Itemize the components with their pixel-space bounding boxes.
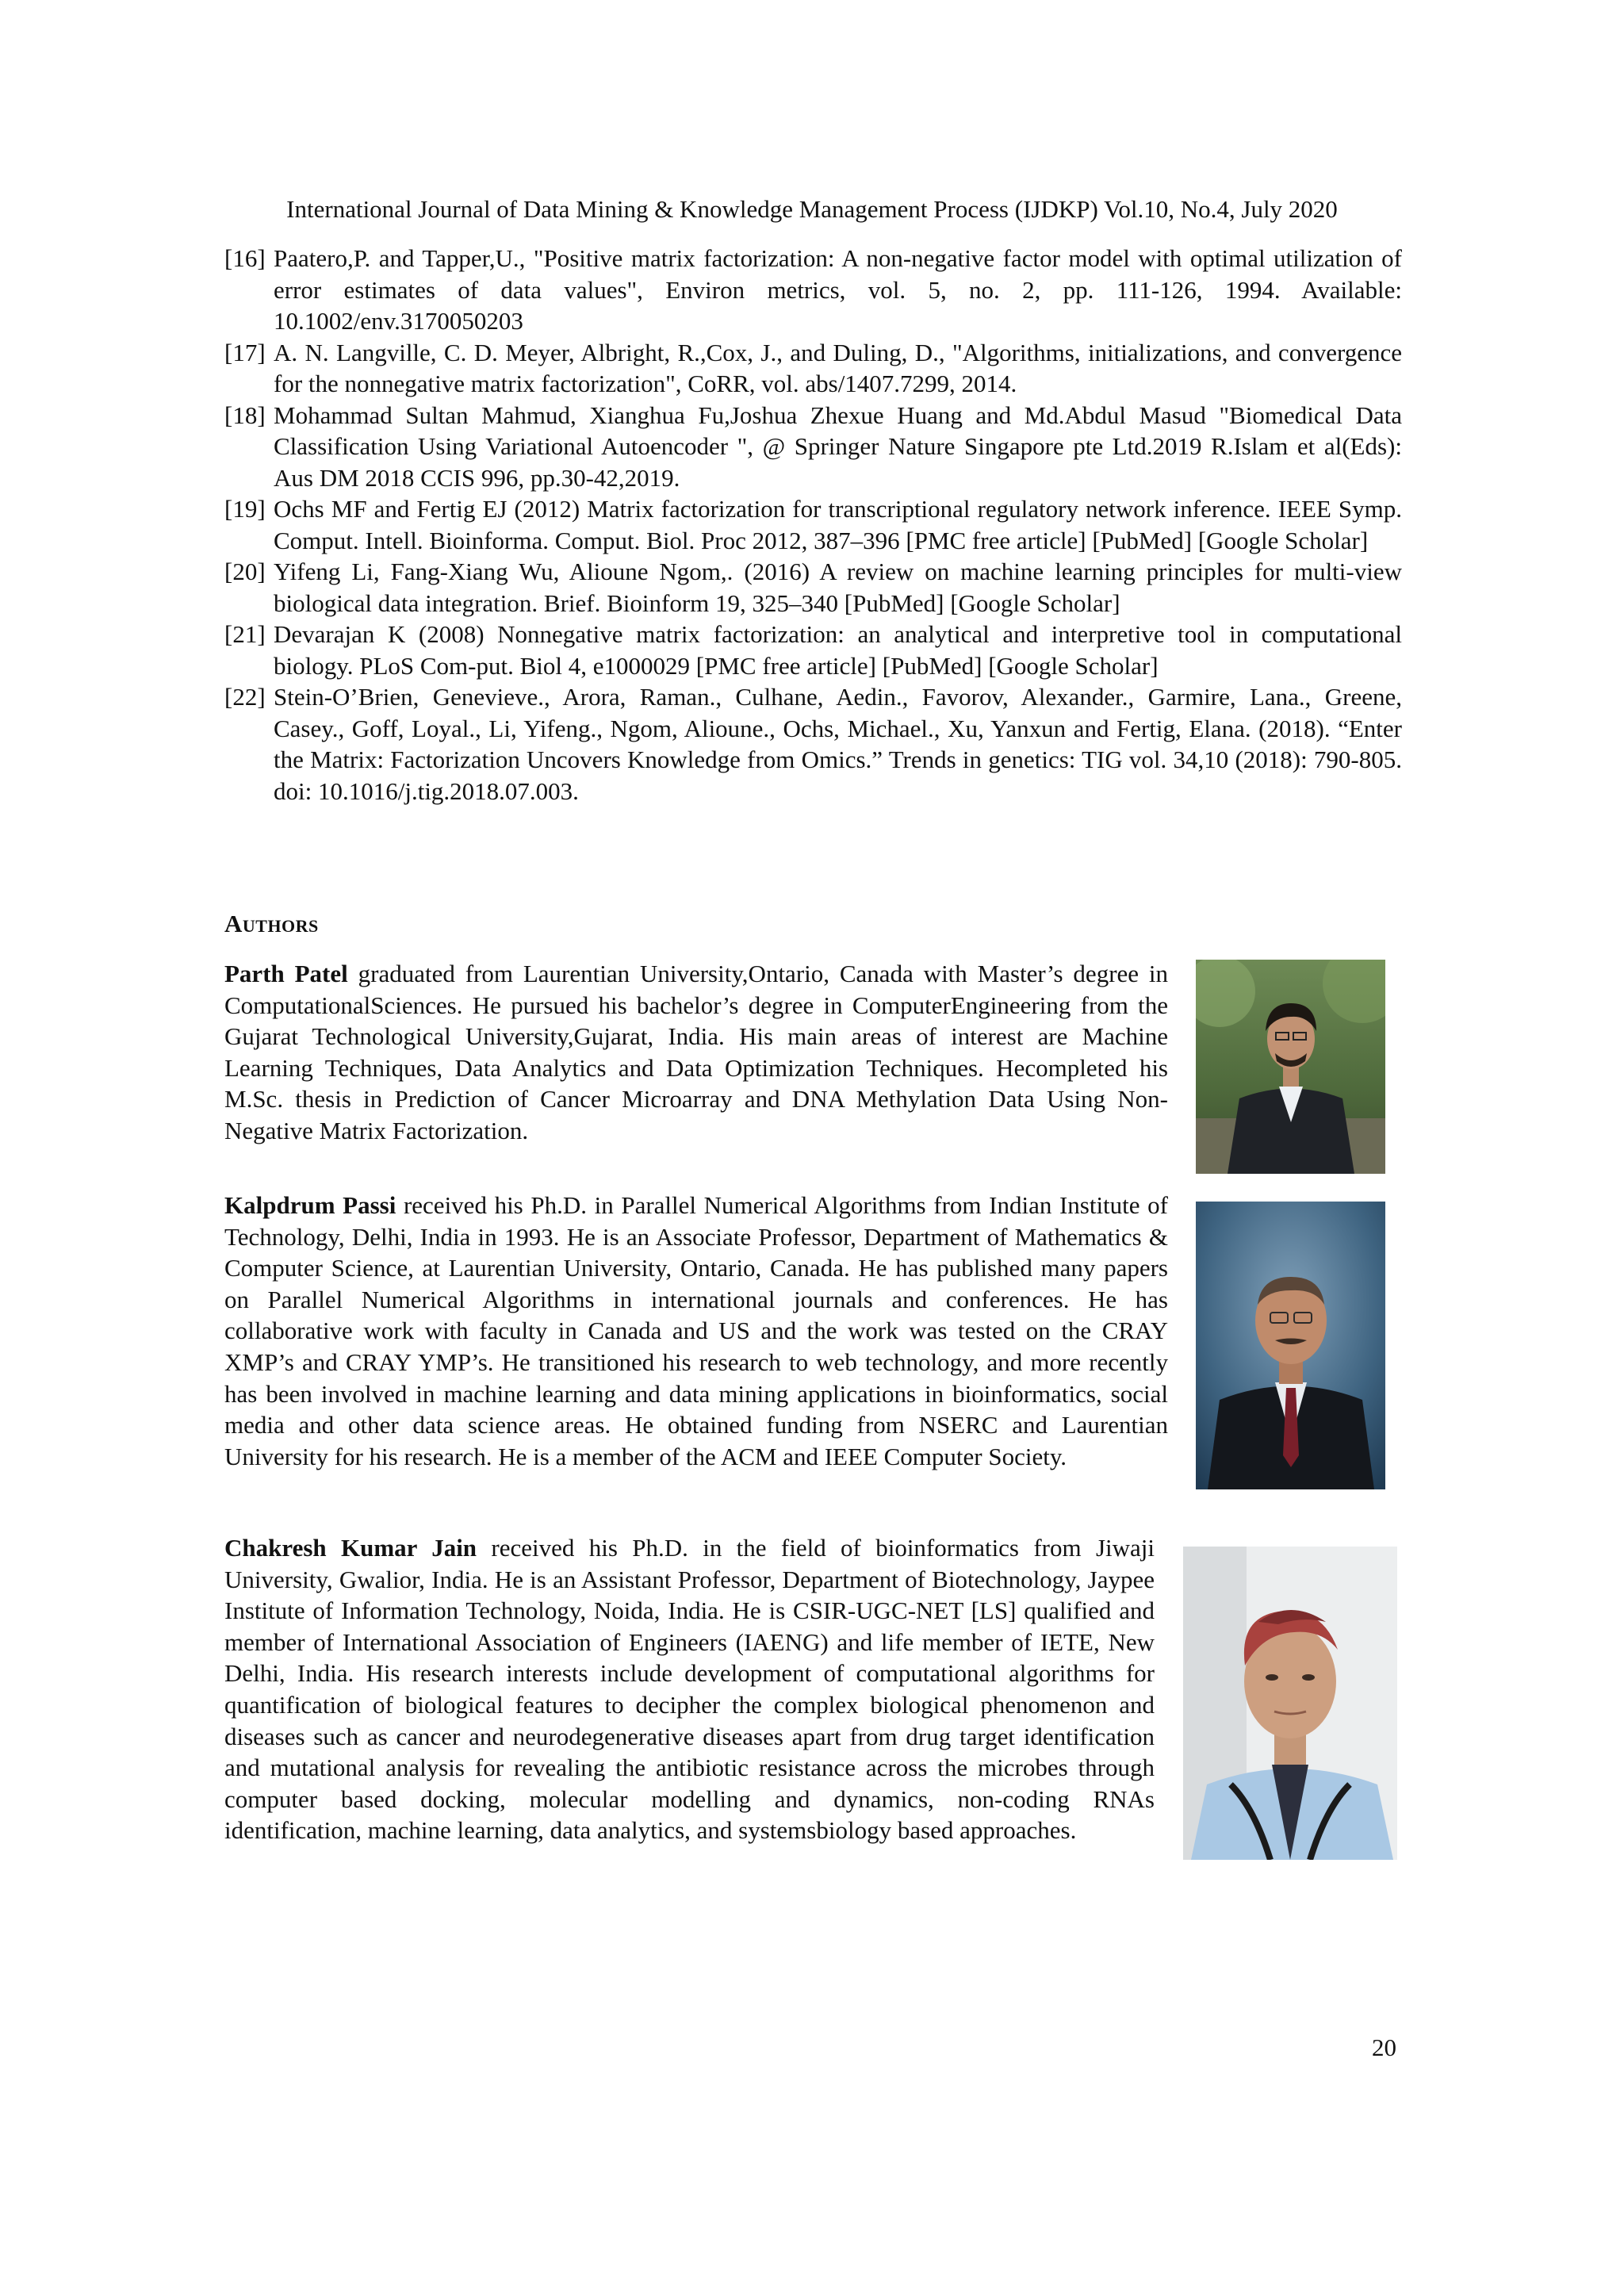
- reference-item: [224, 556, 1402, 619]
- reference-text: Stein-O’Brien, Genevieve., Arora, Raman., Culhane, Aedin., Favorov, Alexander., Garmire, Lana., Greene, Casey., Goff, Loyal., Li, Yifeng., Ngom, Alioune., Ochs, Michael., Xu, Yanxun and Fertig, Elana. (2018). “Enter the Matrix: Factorization Uncovers Knowledge from Omics.” Trends in genetics: TIG vol. 34,10 (2018): 790-805. doi: 10.1016/j.tig.2018.07.003.: [274, 683, 1402, 805]
- page-number: 20: [1372, 2033, 1396, 2061]
- reference-number: [20]: [224, 558, 266, 585]
- author-bio: [224, 1190, 1168, 1472]
- reference-item: [224, 243, 1402, 337]
- authors-heading: Authors: [224, 910, 319, 937]
- reference-number: [21]: [224, 620, 266, 648]
- author-photo: [1183, 1547, 1397, 1860]
- reference-text: Yifeng Li, Fang-Xiang Wu, Alioune Ngom,. (2016) A review on machine learning principles for multi-view biological data integration. Brief. Bioinform 19, 325–340 [PubMed] [Google Scholar]: [274, 558, 1402, 617]
- reference-number: [19]: [224, 495, 266, 523]
- author-photo: [1196, 960, 1385, 1174]
- reference-item: [224, 493, 1402, 556]
- reference-number: [18]: [224, 401, 266, 429]
- reference-number: [16]: [224, 244, 266, 272]
- author-bio-text: received his Ph.D. in Parallel Numerical Algorithms from Indian Institute of Technology, Delhi, India in 1993. He is an Associate Professor, Department of Mathematics & Computer Science, at Laurentian University, Ontario, Canada. He has published many papers on Parallel Numerical Algorithms in international journals and conferences. He has collaborative work with faculty in Canada and US and the work was tested on the CRAY XMP’s and CRAY YMP’s. He transitioned his research to web technology, and more recently has been involved in machine learning and data mining applications in bioinformatics, social media and other data science areas. He obtained funding from NSERC and Laurentian University for his research. He is a member of the ACM and IEEE Computer Society.: [224, 1191, 1168, 1470]
- reference-text: Mohammad Sultan Mahmud, Xianghua Fu,Joshua Zhexue Huang and Md.Abdul Masud "Biomedical Data Classification Using Variational Autoencoder ", @ Springer Nature Singapore pte Ltd.2019 R.Islam et al(Eds): Aus DM 2018 CCIS 996, pp.30-42,2019.: [274, 401, 1402, 492]
- author-photo: [1196, 1202, 1385, 1489]
- reference-text: Devarajan K (2008) Nonnegative matrix factorization: an analytical and interpretive tool in computational biology. PLoS Com-put. Biol 4, e1000029 [PMC free article] [PubMed] [Google Scholar]: [274, 620, 1402, 680]
- reference-item: [224, 681, 1402, 807]
- reference-item: [224, 619, 1402, 681]
- reference-list: [224, 243, 1402, 807]
- author-name: Parth Patel: [224, 960, 348, 987]
- author-name: Chakresh Kumar Jain: [224, 1534, 477, 1562]
- reference-number: [17]: [224, 338, 266, 366]
- journal-header: International Journal of Data Mining & Knowledge Management Process (IJDKP) Vol.10, No.4, July 2020: [286, 195, 1338, 223]
- author-bio-text: graduated from Laurentian University,Ontario, Canada with Master’s degree in ComputationalSciences. He pursued his bachelor’s degree in ComputerEngineering from the Gujarat Technological University,Gujarat, India. His main areas of interest are Machine Learning Techniques, Data Analytics and Data Optimization Techniques. Hecompleted his M.Sc. thesis in Prediction of Cancer Microarray and DNA Methylation Data Using Non-Negative Matrix Factorization.: [224, 960, 1169, 1144]
- reference-item: [224, 337, 1402, 400]
- reference-number: [22]: [224, 683, 266, 711]
- reference-item: [224, 400, 1402, 494]
- reference-text: Paatero,P. and Tapper,U., "Positive matrix factorization: A non-negative factor model with optimal utilization of error estimates of data values", Environ metrics, vol. 5, no. 2, pp. 111-126, 1994. Available: 10.1002/env.3170050203: [274, 244, 1402, 335]
- reference-text: A. N. Langville, C. D. Meyer, Albright, R.,Cox, J., and Duling, D., "Algorithms, initializations, and convergence for the nonnegative matrix factorization", CoRR, vol. abs/1407.7299, 2014.: [274, 338, 1402, 397]
- author-bio: [224, 958, 1168, 1147]
- author-bio: [224, 1532, 1155, 1846]
- reference-text: Ochs MF and Fertig EJ (2012) Matrix factorization for transcriptional regulatory network inference. IEEE Symp. Comput. Intell. Bioinforma. Comput. Biol. Proc 2012, 387–396 [PMC free article] [PubMed] [Google Scholar]: [274, 495, 1402, 554]
- author-name: Kalpdrum Passi: [224, 1191, 396, 1219]
- author-bio-text: received his Ph.D. in the field of bioinformatics from Jiwaji University, Gwalior, India. He is an Assistant Professor, Department of Biotechnology, Jaypee Institute of Information Technology, Noida, India. He is CSIR-UGC-NET [LS] qualified and member of International Association of Engineers (IAENG) and life member of IETE, New Delhi, India. His research interests include development of computational algorithms for quantification of biological features to decipher the complex biological phenomenon and diseases such as cancer and neurodegenerative diseases apart from drug target identification and mutational analysis for revealing the antibiotic resistance across the microbes through computer based docking, molecular modelling and dynamics, non-coding RNAs identification, machine learning, data analytics, and systemsbiology based approaches.: [224, 1534, 1155, 1845]
